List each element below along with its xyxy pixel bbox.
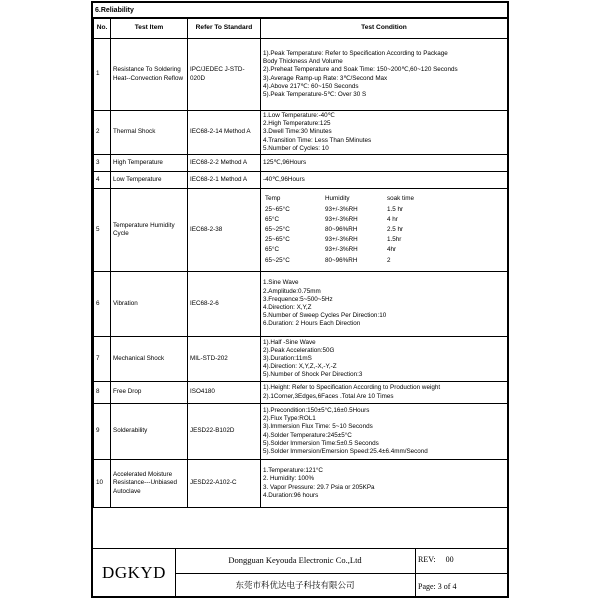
humidity-table-cell: 4hr (387, 246, 397, 254)
reference-standard: IEC68-2-2 Method A (188, 155, 261, 172)
condition-line: 2).Peak Acceleration:50G (263, 346, 335, 354)
condition-line: 4).Solder Temperature:245±5°C (263, 431, 352, 439)
condition-line: 6.Duration: 2 Hours Each Direction (263, 320, 361, 328)
condition-line: 5).Solder Immersion/Emersion Speed:25.4±6.4mm/Second (263, 447, 428, 455)
test-condition (261, 189, 508, 272)
humidity-table-cell: 80~96%RH (325, 225, 358, 233)
humidity-cycle-table (263, 193, 439, 266)
condition-line: 5).Number of Shock Per Direction:3 (263, 371, 363, 379)
reference-standard: IEC68-2-6 (188, 272, 261, 337)
test-item: Free Drop (111, 382, 188, 404)
humidity-table-cell: 65°C (265, 215, 280, 223)
condition-line: 4).Direction: X,Y,Z,-X,-Y,-Z (263, 363, 337, 371)
test-condition (261, 337, 508, 382)
humidity-table-cell: 93+/-3%RH (325, 236, 358, 244)
test-condition (261, 382, 508, 404)
humidity-table-head: Temp (265, 195, 281, 203)
condition-line: 3).Average Ramp-up Rate: 3℃/Second Max (263, 74, 388, 82)
header-test-condition: Test Condition (261, 19, 508, 39)
page-value: 3 of 4 (437, 582, 457, 591)
condition-line: 2).Flux Type:ROL1 (263, 415, 316, 423)
humidity-table-cell: 80~96%RH (325, 256, 358, 264)
condition-line: 2. Humidity: 100% (263, 475, 315, 483)
row-number: 5 (94, 189, 111, 272)
table-row (94, 189, 508, 272)
test-condition (261, 172, 508, 189)
reference-standard: IEC68-2-1 Method A (188, 172, 261, 189)
row-number: 6 (94, 272, 111, 337)
humidity-table-head: soak time (387, 195, 414, 203)
test-item: Thermal Shock (111, 111, 188, 155)
condition-line: 5.Number of Cycles: 10 (263, 144, 329, 152)
condition-line: 2).Preheat Temperature and Soak Time: 150~200℃,60~120 Seconds (263, 66, 458, 74)
table-row (94, 155, 508, 172)
header-standard: Refer To Standard (188, 19, 261, 39)
humidity-table-cell: 2.5 hr (387, 225, 404, 233)
page-label: Page: (418, 582, 436, 591)
humidity-table-cell: 1.5hr (387, 236, 402, 244)
test-item: Resistance To Soldering Heat--Convection Reflow (111, 39, 188, 111)
header-no: No. (94, 19, 111, 39)
table-row (94, 337, 508, 382)
humidity-table-cell: 93+/-3%RH (325, 246, 358, 254)
test-condition (261, 460, 508, 508)
table-row (94, 404, 508, 460)
condition-line: 1).Peak Temperature: Refer to Specification According to Package (263, 49, 448, 57)
rev-label: REV: (418, 555, 436, 564)
document-footer (93, 548, 507, 597)
row-number: 1 (94, 39, 111, 111)
condition-line: 5).Solder Immersion Time:5±0.5 Seconds (263, 439, 379, 447)
test-condition (261, 404, 508, 460)
reference-standard: IPC/JEDEC J-STD-020D (188, 39, 261, 111)
humidity-table-cell: 93+/-3%RH (325, 205, 358, 213)
condition-line: 1.Sine Wave (263, 279, 299, 287)
reliability-table (93, 18, 508, 508)
reference-standard: MIL-STD-202 (188, 337, 261, 382)
condition-line: 125℃,96Hours (263, 158, 307, 166)
condition-line: -40℃,96Hours (263, 175, 305, 183)
humidity-table-head: Humidity (325, 195, 350, 203)
condition-line: 2.High Temperature:125 (263, 120, 331, 128)
condition-line: 5).Peak Temperature-5℃: Over 30 S (263, 90, 367, 98)
table-row (94, 272, 508, 337)
table-row (94, 39, 508, 111)
reference-standard: ISO4180 (188, 382, 261, 404)
humidity-table-cell: 65~25°C (265, 256, 290, 264)
table-header-row (94, 19, 508, 39)
table-row (94, 172, 508, 189)
test-item: Temperature Humidity Cycle (111, 189, 188, 272)
test-condition (261, 111, 508, 155)
condition-line: Body Thickness And Volume (263, 58, 343, 66)
page-number (415, 574, 507, 597)
humidity-table-cell: 1.5 hr (387, 205, 404, 213)
condition-line: 4.Transition Time: Less Than 5Minutes (263, 136, 372, 144)
humidity-table-cell: 65°C (265, 246, 280, 254)
row-number: 9 (94, 404, 111, 460)
condition-line: 3.Frequence:5~500~5Hz (263, 295, 333, 303)
rev-value: 00 (445, 555, 454, 564)
row-number: 8 (94, 382, 111, 404)
company-logo: DGKYD (93, 549, 176, 597)
table-row (94, 460, 508, 508)
company-name-cn: 东莞市科优达电子科技有限公司 (235, 581, 355, 591)
row-number: 3 (94, 155, 111, 172)
test-item: Accelerated Moisture Resistance---Unbiased Autoclave (111, 460, 188, 508)
condition-line: 2).1Corner,3Edges,6Faces .Total Are 10 Times (263, 392, 394, 400)
condition-line: 5.Number of Sweep Cycles Per Direction:10 (263, 312, 387, 320)
condition-line: 3. Vapor Pressure: 29.7 Psia or 205KPa (263, 483, 375, 491)
table-row (94, 382, 508, 404)
table-row (94, 111, 508, 155)
humidity-table-cell: 2 (387, 256, 391, 264)
section-title: 6.Reliability (93, 3, 507, 18)
reference-standard: JESD22-A102-C (188, 460, 261, 508)
reference-standard: IEC68-2-14 Method A (188, 111, 261, 155)
company-name-en: Dongguan Keyouda Electronic Co.,Ltd (175, 549, 415, 574)
condition-line: 4.Duration:96 hours (263, 491, 319, 499)
condition-line: 4).Above 217℃: 60~150 Seconds (263, 82, 359, 90)
row-number: 10 (94, 460, 111, 508)
reference-standard: JESD22-B102D (188, 404, 261, 460)
condition-line: 4.Direction: X,Y,Z (263, 304, 312, 312)
condition-line: 1.Low Temperature:-40℃ (263, 112, 335, 119)
row-number: 2 (94, 111, 111, 155)
condition-line: 2.Amplitude:0.75mm (263, 287, 321, 295)
test-condition (261, 155, 508, 172)
test-item: Solderability (111, 404, 188, 460)
document-page (91, 1, 509, 598)
reference-standard: IEC68-2-38 (188, 189, 261, 272)
revision (415, 549, 507, 574)
humidity-table-cell: 25~65°C (265, 236, 290, 244)
test-item: Vibration (111, 272, 188, 337)
condition-line: 3.Dwell Time:30 Minutes (263, 128, 332, 136)
row-number: 7 (94, 337, 111, 382)
condition-line: 1).Height: Refer to Specification According to Production weight (263, 384, 441, 392)
document-meta (415, 549, 507, 597)
header-test-item: Test Item (111, 19, 188, 39)
humidity-table-cell: 25~65°C (265, 205, 290, 213)
condition-line: 3).Immersion Flux Time: 5~10 Seconds (263, 423, 373, 431)
condition-line: 1.Temperature:121°C (263, 467, 323, 475)
humidity-table-cell: 93+/-3%RH (325, 215, 358, 223)
condition-line: 1).Precondition:150±5°C,16±0.5Hours (263, 406, 370, 414)
test-condition (261, 39, 508, 111)
test-item: Mechanical Shock (111, 337, 188, 382)
test-condition (261, 272, 508, 337)
humidity-table-cell: 65~25°C (265, 225, 290, 233)
company-block (175, 549, 416, 597)
condition-line: 3).Duration:11mS (263, 354, 312, 362)
condition-line: 1).Half -Sine Wave (263, 338, 316, 346)
test-item: High Temperature (111, 155, 188, 172)
test-item: Low Temperature (111, 172, 188, 189)
row-number: 4 (94, 172, 111, 189)
humidity-table-cell: 4 hr (387, 215, 398, 223)
